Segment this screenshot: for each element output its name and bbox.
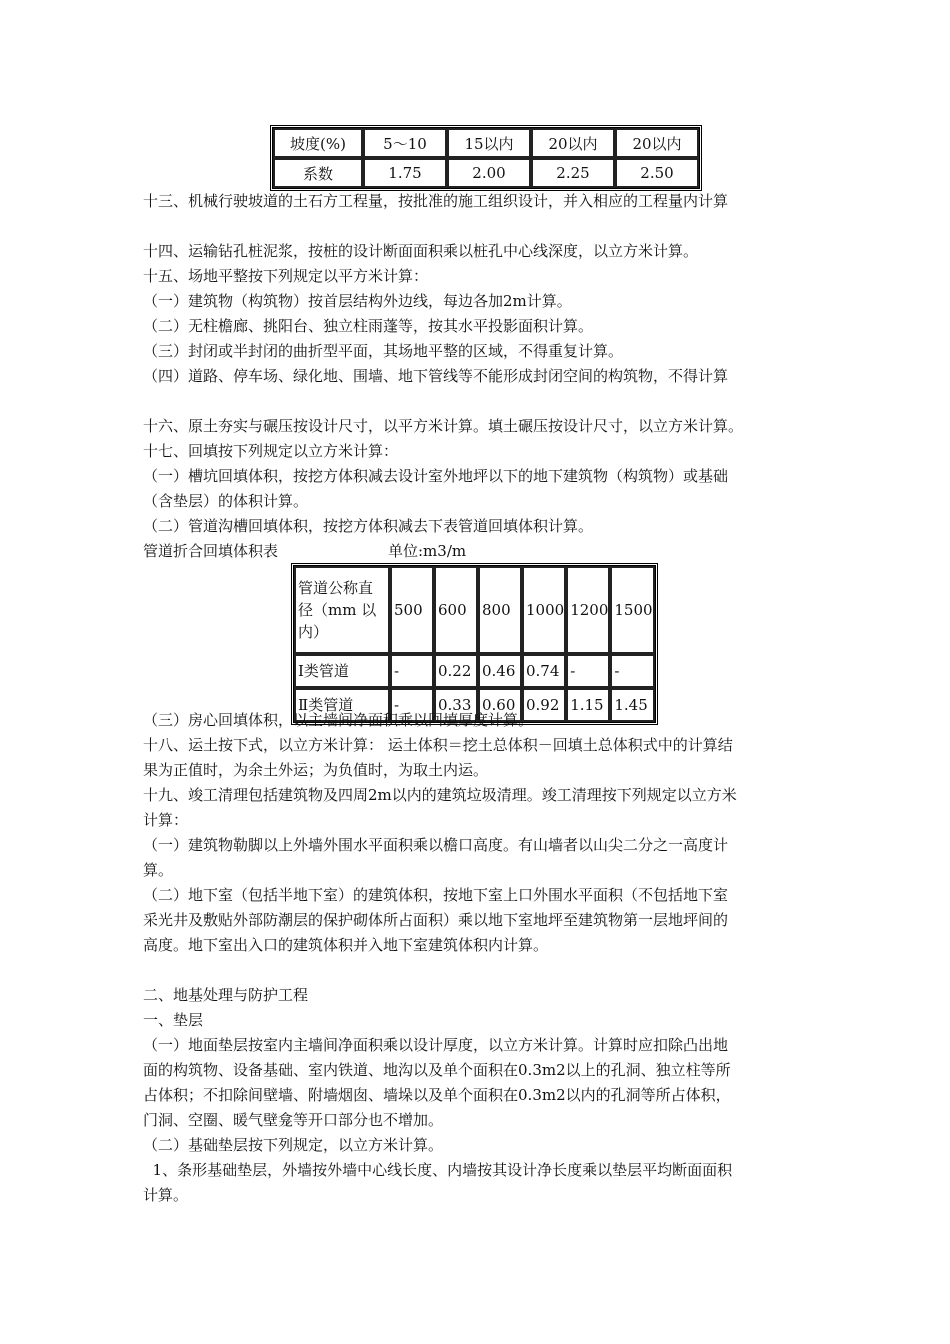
paragraph-line: 十三、机械行驶坡道的土石方工程量，按批准的施工组织设计，并入相应的工程量内计算 [143,192,729,210]
slope-value-row [273,158,699,188]
paragraph-line: （三）封闭或半封闭的曲折型平面，其场地平整的区域，不得重复计算。 [143,342,624,360]
pipe-value-cell: 0.33 [434,688,478,722]
pipe-value-cell: 0.22 [434,654,478,688]
paragraph-line: 计算。 [143,1186,189,1204]
pipe-value-cell: 1.15 [566,688,610,722]
pipe-backfill-table [291,563,658,725]
slope-row-label: 系数 [273,158,363,188]
pipe-value-cell: - [610,654,654,688]
slope-header-label: 坡度(%) [273,128,363,158]
subsection-heading: 一、垫层 [143,1011,204,1029]
paragraph-line: 十六、原土夯实与碾压按设计尺寸，以平方米计算。填土碾压按设计尺寸，以立方米计算。 [143,417,744,435]
section-heading: 二、地基处理与防护工程 [143,986,309,1004]
pipe-diameter-cell: 500 [390,566,434,654]
paragraph-line: 高度。地下室出入口的建筑体积并入地下室建筑体积内计算。 [143,936,549,954]
paragraph-line: （二）无柱檐廊、挑阳台、独立柱雨蓬等，按其水平投影面积计算。 [143,317,594,335]
slope-value-cell: 1.75 [363,158,447,188]
pipe-diameter-cell: 1500 [610,566,654,654]
paragraph-line: （一）建筑物（构筑物）按首层结构外边线，每边各加2m计算。 [143,292,572,310]
paragraph-line: （一）建筑物勒脚以上外墙外围水平面积乘以檐口高度。有山墙者以山尖二分之一高度计 [143,836,729,854]
slope-coefficient-table [270,125,702,191]
pipe-row-label: Ⅱ类管道 [294,688,390,722]
paragraph-line: （四）道路、停车场、绿化地、围墙、地下管线等不能形成封闭空间的构筑物，不得计算 [143,367,729,385]
pipe-diameter-cell: 600 [434,566,478,654]
paragraph-line: 十七、回填按下列规定以立方米计算： [143,442,399,460]
pipe-table-caption: 管道折合回填体积表 [143,542,279,560]
pipe-diameter-cell: 1000 [522,566,566,654]
paragraph-line: 占体积；不扣除间壁墙、附墙烟囱、墙垛以及单个面积在0.3m2以内的孔洞等所占体积， [143,1086,731,1104]
paragraph-line: （二）管道沟槽回填体积，按挖方体积减去下表管道回填体积计算。 [143,517,594,535]
pipe-value-cell: 0.92 [522,688,566,722]
slope-value-cell: 2.50 [615,158,699,188]
paragraph-line: （三）房心回填体积，以主墙间净面积乘以回填厚度计算。 [143,711,534,729]
pipe-table-unit: 单位:m3/m [388,542,467,560]
slope-header-row [273,128,699,158]
pipe-value-cell: 1.45 [610,688,654,722]
pipe-value-cell: 0.60 [478,688,522,722]
pipe-header-row [294,566,655,654]
paragraph-line: （二）基础垫层按下列规定，以立方米计算。 [143,1136,444,1154]
pipe-value-cell: 0.46 [478,654,522,688]
pipe-header-label: 管道公称直径（mm 以内） [294,566,390,654]
slope-value-cell: 2.00 [447,158,531,188]
paragraph-line: 门洞、空圈、暖气壁龛等开口部分也不增加。 [143,1111,444,1129]
pipe-diameter-cell: 1200 [566,566,610,654]
slope-value-cell: 2.25 [531,158,615,188]
paragraph-line: 十四、运输钻孔桩泥浆，按桩的设计断面面积乘以桩孔中心线深度，以立方米计算。 [143,242,699,260]
paragraph-line: 十五、场地平整按下列规定以平方米计算： [143,267,429,285]
paragraph-line: （二）地下室（包括半地下室）的建筑体积，按地下室上口外围水平面积（不包括地下室 [143,886,729,904]
paragraph-line: 算。 [143,861,174,879]
pipe-value-cell: - [390,654,434,688]
pipe-diameter-cell: 800 [478,566,522,654]
paragraph-line: （一）地面垫层按室内主墙间净面积乘以设计厚度，以立方米计算。计算时应扣除凸出地 [143,1036,729,1054]
pipe-value-cell: - [566,654,610,688]
slope-header-cell: 15以内 [447,128,531,158]
pipe-value-cell: 0.74 [522,654,566,688]
paragraph-line: 果为正值时，为余土外运；为负值时，为取土内运。 [143,761,489,779]
paragraph-line: （含垫层）的体积计算。 [143,492,309,510]
pipe-value-cell: - [390,688,434,722]
paragraph-line: 面的构筑物、设备基础、室内铁道、地沟以及单个面积在0.3m2以上的孔洞、独立柱等所 [143,1061,731,1079]
paragraph-line: 采光井及敷贴外部防潮层的保护砌体所占面积）乘以地下室地坪至建筑物第一层地坪间的 [143,911,729,929]
paragraph-line: 计算： [143,811,189,829]
pipe-row-label: Ⅰ类管道 [294,654,390,688]
slope-header-cell: 5～10 [363,128,447,158]
pipe-row-type1 [294,654,655,688]
paragraph-line: 1、条形基础垫层，外墙按外墙中心线长度、内墙按其设计净长度乘以垫层平均断面面积 [143,1161,733,1179]
slope-header-cell: 20以内 [531,128,615,158]
slope-header-cell: 20以内 [615,128,699,158]
paragraph-line: 十九、竣工清理包括建筑物及四周2m以内的建筑垃圾清理。竣工清理按下列规定以立方米 [143,786,737,804]
paragraph-line: （一）槽坑回填体积，按挖方体积减去设计室外地坪以下的地下建筑物（构筑物）或基础 [143,467,729,485]
paragraph-line: 十八、运土按下式，以立方米计算： 运土体积＝挖土总体积－回填土总体积式中的计算结 [143,736,733,754]
